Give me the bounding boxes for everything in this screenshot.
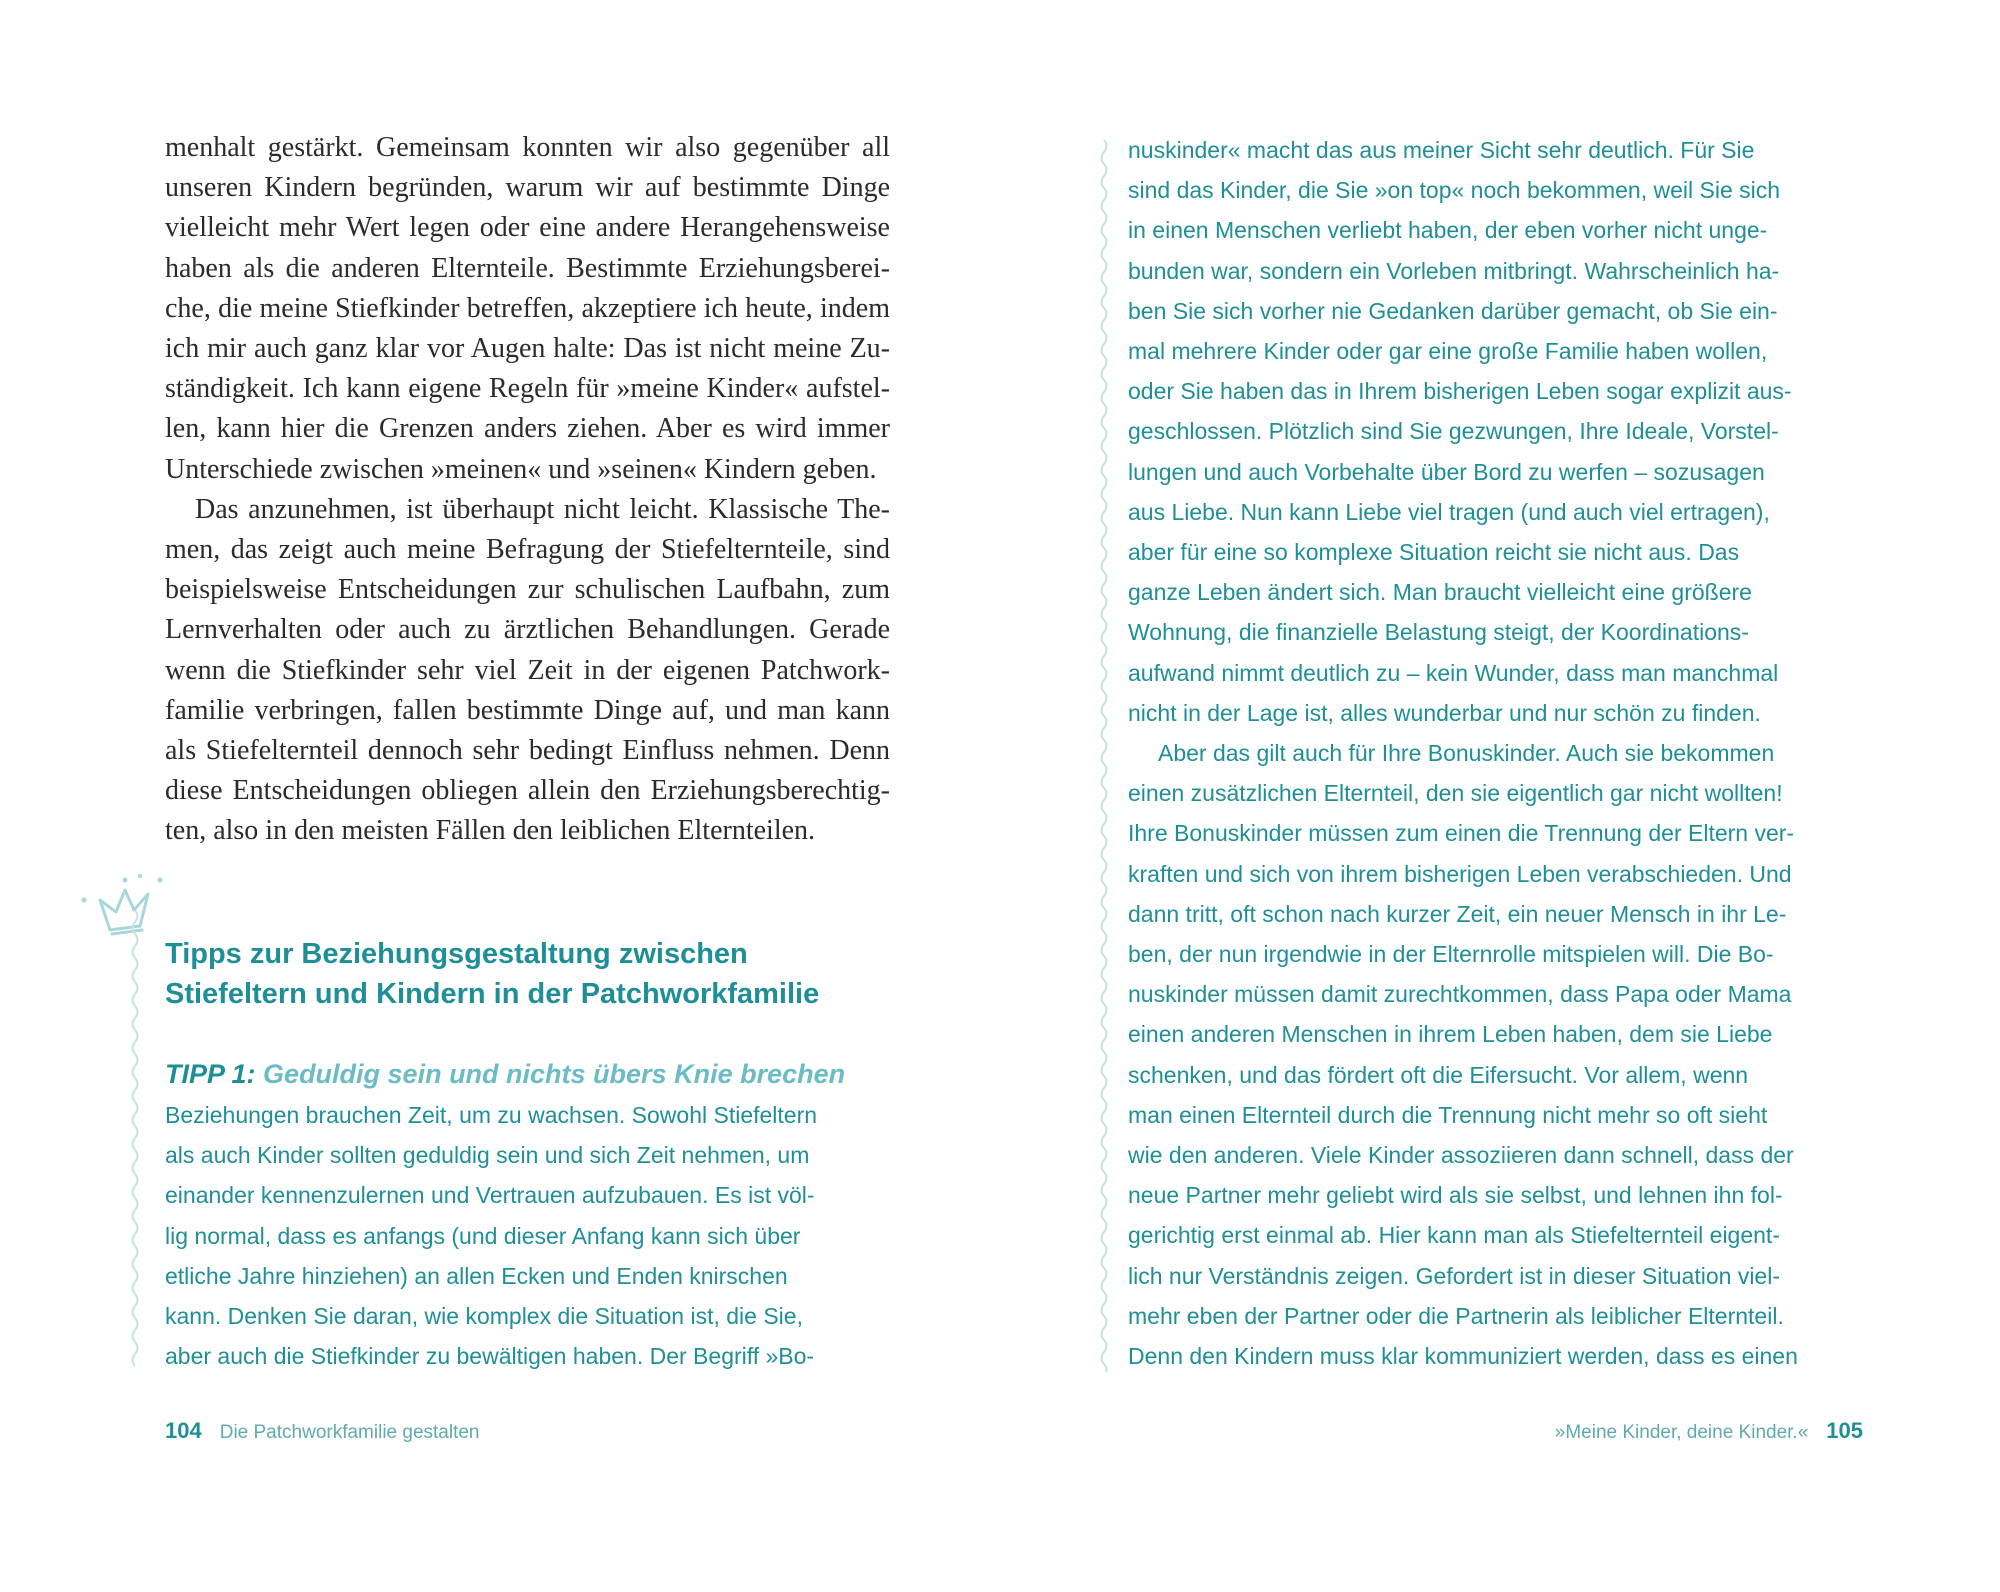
text-line: kann. Denken Sie daran, wie komplex die Situation ist, die Sie, <box>165 1303 803 1330</box>
running-title: »Meine Kinder, deine Kinder.« <box>1554 1422 1809 1443</box>
text-line: vielleicht mehr Wert legen oder eine andere Herangehensweise <box>165 212 890 244</box>
text-line: wenn die Stiefkinder sehr viel Zeit in der eigenen Patchwork- <box>165 654 890 686</box>
text-line: ständigkeit. Ich kann eigene Regeln für »meine Kinder« aufstel- <box>165 373 890 405</box>
text-line: unseren Kindern begründen, warum wir auf bestimmte Dinge <box>165 172 890 204</box>
text-line: men, das zeigt auch meine Befragung der Stiefelternteile, sind <box>165 534 890 566</box>
text-line: mehr eben der Partner oder die Partnerin als leiblicher Elternteil. <box>1128 1302 1784 1329</box>
page-number: 104 <box>165 1418 202 1443</box>
text-line: nuskinder« macht das aus meiner Sicht sehr deutlich. Für Sie <box>1128 137 1755 163</box>
running-title: Die Patchworkfamilie gestalten <box>219 1422 480 1443</box>
text-line: che, die meine Stiefkinder betreffen, akzeptiere ich heute, indem <box>165 292 890 324</box>
text-line: len, kann hier die Grenzen anders ziehen. Aber es wird immer <box>165 413 890 445</box>
text-line: aber für eine so komplexe Situation reicht sie nicht aus. Das <box>1128 539 1740 566</box>
text-line: geschlossen. Plötzlich sind Sie gezwungen, Ihre Ideale, Vorstel- <box>1128 418 1779 445</box>
right-page <box>1000 0 2000 1592</box>
text-line: sind das Kinder, die Sie »on top« noch bekommen, weil Sie sich <box>1128 177 1781 204</box>
text-line: wie den anderen. Viele Kinder assoziieren dann schnell, dass der <box>1128 1142 1794 1169</box>
crown-icon <box>78 868 168 948</box>
text-line: lig normal, dass es anfangs (und dieser Anfang kann sich über <box>165 1222 801 1249</box>
text-line: aufwand nimmt deutlich zu – kein Wunder, dass man manchmal <box>1128 659 1779 686</box>
text-line: ben, der nun irgendwie in der Elternrolle mitspielen will. Die Bo- <box>1128 941 1774 968</box>
text-line: diese Entscheidungen obliegen allein den Erziehungsberechtig- <box>165 775 890 807</box>
text-line: Das anzunehmen, ist überhaupt nicht leicht. Klassische The- <box>195 493 890 525</box>
tip-title-text: Geduldig sein und nichts übers Knie brechen <box>263 1059 846 1089</box>
wavy-line <box>1097 140 1111 1372</box>
text-line: menhalt gestärkt. Gemeinsam konnten wir also gegenüber all <box>165 132 890 163</box>
left-footer <box>165 1416 480 1448</box>
text-line: lungen und auch Vorbehalte über Bord zu werfen – sozusagen <box>1128 458 1765 485</box>
tips-heading-line: Stiefeltern und Kindern in der Patchworkfamilie <box>165 978 820 1010</box>
paragraph-1 <box>165 128 890 490</box>
text-line: man einen Elternteil durch die Trennung nicht mehr so oft sieht <box>1128 1101 1768 1128</box>
text-line: bunden war, sondern ein Vorleben mitbringt. Wahrscheinlich ha- <box>1128 257 1780 284</box>
tip-body <box>165 1095 885 1376</box>
paragraph-2 <box>165 490 890 852</box>
text-line: Denn den Kindern muss klar kommuniziert werden, dass es einen <box>1128 1343 1798 1370</box>
tip-title <box>165 1054 905 1094</box>
tips-heading-line: Tipps zur Beziehungsgestaltung zwischen <box>165 938 748 970</box>
text-line: kraften und sich von ihrem bisherigen Leben verabschieden. Und <box>1128 860 1792 887</box>
text-line: gerichtig erst einmal ab. Hier kann man als Stiefelternteil eigent- <box>1128 1222 1780 1249</box>
tip-number: TIPP 1: <box>165 1059 256 1089</box>
text-line: lich nur Verständnis zeigen. Gefordert ist in dieser Situation viel- <box>1128 1262 1780 1289</box>
text-line: einen zusätzlichen Elternteil, den sie eigentlich gar nicht wollten! <box>1128 780 1783 807</box>
text-line: oder Sie haben das in Ihrem bisherigen Leben sogar explizit aus- <box>1128 378 1792 405</box>
text-line: aus Liebe. Nun kann Liebe viel tragen (und auch viel ertragen), <box>1128 498 1770 525</box>
text-line: familie verbringen, fallen bestimmte Dinge auf, und man kann <box>165 694 890 726</box>
text-line: ten, also in den meisten Fällen den leiblichen Elternteilen. <box>165 815 816 847</box>
text-line: nicht in der Lage ist, alles wunderbar und nur schön zu finden. <box>1128 699 1761 726</box>
text-line: einander kennenzulernen und Vertrauen aufzubauen. Es ist völ- <box>165 1182 815 1209</box>
text-line: Aber das gilt auch für Ihre Bonuskinder. Auch sie bekommen <box>1158 740 1775 767</box>
page-number: 105 <box>1826 1418 1863 1443</box>
tips-heading <box>165 934 905 1014</box>
text-line: Wohnung, die finanzielle Belastung steigt, der Koordinations- <box>1128 619 1749 646</box>
text-line: mal mehrere Kinder oder gar eine große Familie haben wollen, <box>1128 338 1768 365</box>
left-body-text <box>165 128 890 852</box>
text-line: Ihre Bonuskinder müssen zum einen die Trennung der Eltern ver- <box>1128 820 1795 847</box>
text-line: Unterschiede zwischen »meinen« und »seinen« Kindern geben. <box>165 453 877 485</box>
text-line: einen anderen Menschen in ihrem Leben haben, dem sie Liebe <box>1128 1021 1773 1048</box>
text-line: etliche Jahre hinziehen) an allen Ecken und Enden knirschen <box>165 1262 788 1289</box>
text-line: als auch Kinder sollten geduldig sein und sich Zeit nehmen, um <box>165 1142 810 1169</box>
text-line: Lernverhalten oder auch zu ärztlichen Behandlungen. Gerade <box>165 614 890 646</box>
text-line: ganze Leben ändert sich. Man braucht vielleicht eine größere <box>1128 579 1752 606</box>
text-line: ich mir auch ganz klar vor Augen halte: Das ist nicht meine Zu- <box>165 333 890 365</box>
text-line: Beziehungen brauchen Zeit, um zu wachsen. Sowohl Stiefeltern <box>165 1102 818 1128</box>
text-line: schenken, und das fördert oft die Eifersucht. Vor allem, wenn <box>1128 1061 1749 1088</box>
text-line: nuskinder müssen damit zurechtkommen, dass Papa oder Mama <box>1128 981 1792 1008</box>
text-line: als Stiefelternteil dennoch sehr bedingt Einfluss nehmen. Denn <box>165 735 890 767</box>
text-line: neue Partner mehr geliebt wird als sie selbst, und lehnen ihn fol- <box>1128 1182 1783 1209</box>
text-line: beispielsweise Entscheidungen zur schulischen Laufbahn, zum <box>165 574 890 606</box>
wavy-line <box>128 910 142 1370</box>
text-line: aber auch die Stiefkinder zu bewältigen haben. Der Begriff »Bo- <box>165 1343 815 1370</box>
right-body-text <box>1128 130 1868 1376</box>
text-line: dann tritt, oft schon nach kurzer Zeit, ein neuer Mensch in ihr Le- <box>1128 900 1787 927</box>
text-line: ben Sie sich vorher nie Gedanken darüber gemacht, ob Sie ein- <box>1128 297 1778 324</box>
text-line: haben als die anderen Elternteile. Bestimmte Erziehungsberei- <box>165 252 890 284</box>
right-footer <box>1555 1416 1863 1448</box>
text-line: in einen Menschen verliebt haben, der eben vorher nicht unge- <box>1128 217 1768 244</box>
